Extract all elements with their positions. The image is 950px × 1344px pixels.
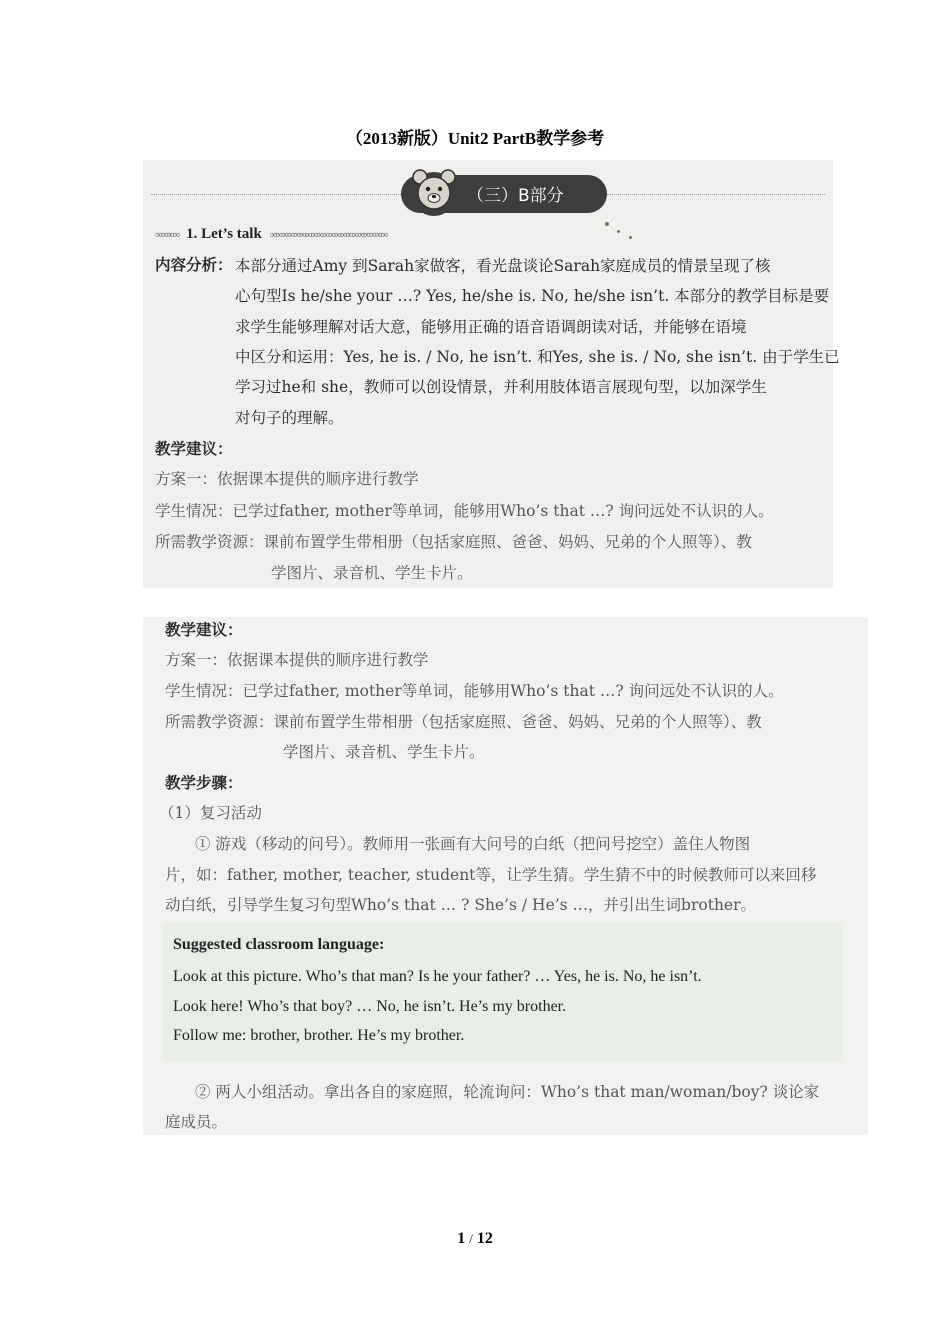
step-1-title: （1）复习活动 <box>159 804 262 822</box>
scan-speck <box>629 236 632 239</box>
resources-line-2: 学图片、录音机、学生卡片。 <box>271 564 473 582</box>
content-analysis-line-2: 心句型Is he/she your …? Yes, he/she is. No, he/she isn’t. 本部分的教学目标是要 <box>235 287 830 305</box>
resources-line-2-2: 学图片、录音机、学生卡片。 <box>283 743 485 761</box>
page-current: 1 <box>457 1230 466 1247</box>
activity-2-line-2: 庭成员。 <box>165 1113 228 1131</box>
section-heading <box>155 226 386 243</box>
divider-left <box>151 194 401 195</box>
student-situation: 学生情况：已学过father, mother等单词，能够用Who’s that …? 询问远处不认识的人。 <box>155 502 774 520</box>
resources-line-1: 所需教学资源：课前布置学生带相册（包括家庭照、爸爸、妈妈、兄弟的个人照等）、教 <box>155 533 752 551</box>
content-analysis-line-5: 学习过he和 she，教师可以创设情景，并利用肢体语言展现句型，以加深学生 <box>235 378 767 396</box>
suggested-language-heading: Suggested classroom language: <box>173 936 385 953</box>
plan-one: 方案一：依据课本提供的顺序进行教学 <box>155 470 419 488</box>
heading-decoration-left: ∞∞∞∞ <box>155 229 179 241</box>
scanned-excerpt-2 <box>143 617 868 1135</box>
teaching-steps-label: 教学步骤： <box>165 774 243 792</box>
suggested-language-line-3: Follow me: brother, brother. He’s my brother. <box>173 1027 465 1044</box>
content-analysis-line-4: 中区分和运用：Yes, he is. / No, he isn’t. 和Yes, she is. / No, she isn’t. 由于学生已 <box>235 348 840 366</box>
activity-1-line-1: ① 游戏（移动的问号）。教师用一张画有大问号的白纸（把问号挖空）盖住人物图 <box>195 835 751 853</box>
activity-1-line-3: 动白纸，引导学生复习句型Who’s that … ? She’s / He’s …，并引出生词brother。 <box>165 896 757 914</box>
content-analysis-line-1: 本部分通过Amy 到Sarah家做客，看光盘谈论Sarah家庭成员的情景呈现了核 <box>235 257 771 275</box>
plan-one-2: 方案一：依据课本提供的顺序进行教学 <box>165 651 429 669</box>
suggested-language-line-2: Look here! Who’s that boy? … No, he isn’t. He’s my brother. <box>173 998 567 1015</box>
divider-right <box>607 194 825 195</box>
section-banner-label: （三）B部分 <box>467 186 564 206</box>
scan-speck <box>617 230 620 233</box>
scanned-excerpt-1 <box>143 160 840 588</box>
page-total: 12 <box>476 1230 493 1247</box>
student-situation-2: 学生情况：已学过father, mother等单词，能够用Who’s that …? 询问远处不认识的人。 <box>165 682 784 700</box>
activity-1-line-2: 片，如：father, mother, teacher, student等，让学生猜。学生猜不中的时候教师可以来回移 <box>165 866 817 884</box>
content-analysis-line-3: 求学生能够理解对话大意，能够用正确的语音语调朗读对话，并能够在语境 <box>235 318 747 336</box>
document-title: （2013新版）Unit2 PartB教学参考 <box>345 129 605 148</box>
heading-decoration-right: ∞∞∞∞∞∞∞∞∞∞∞∞∞∞∞∞∞∞∞∞ <box>269 229 387 241</box>
resources-line-1-2: 所需教学资源：课前布置学生带相册（包括家庭照、爸爸、妈妈、兄弟的个人照等）、教 <box>165 713 762 731</box>
teaching-suggestions-label: 教学建议： <box>155 440 233 458</box>
section-heading-title: 1. Let’s talk <box>186 226 262 242</box>
bear-mascot-icon <box>407 167 461 217</box>
content-analysis-label: 内容分析： <box>155 256 233 274</box>
suggested-language-box <box>163 922 843 1062</box>
section-banner <box>401 175 607 213</box>
teaching-suggestions-label-2: 教学建议： <box>165 621 243 639</box>
content-analysis-line-6: 对句子的理解。 <box>235 409 344 427</box>
activity-2-line-1: ② 两人小组活动。拿出各自的家庭照，轮流询问：Who’s that man/woman/boy? 谈论家 <box>195 1083 820 1101</box>
scan-speck <box>605 222 609 226</box>
page-separator: / <box>469 1231 473 1246</box>
suggested-language-line-1: Look at this picture. Who’s that man? Is he your father? … Yes, he is. No, he isn’t. <box>173 968 702 985</box>
page-number <box>0 1230 950 1248</box>
